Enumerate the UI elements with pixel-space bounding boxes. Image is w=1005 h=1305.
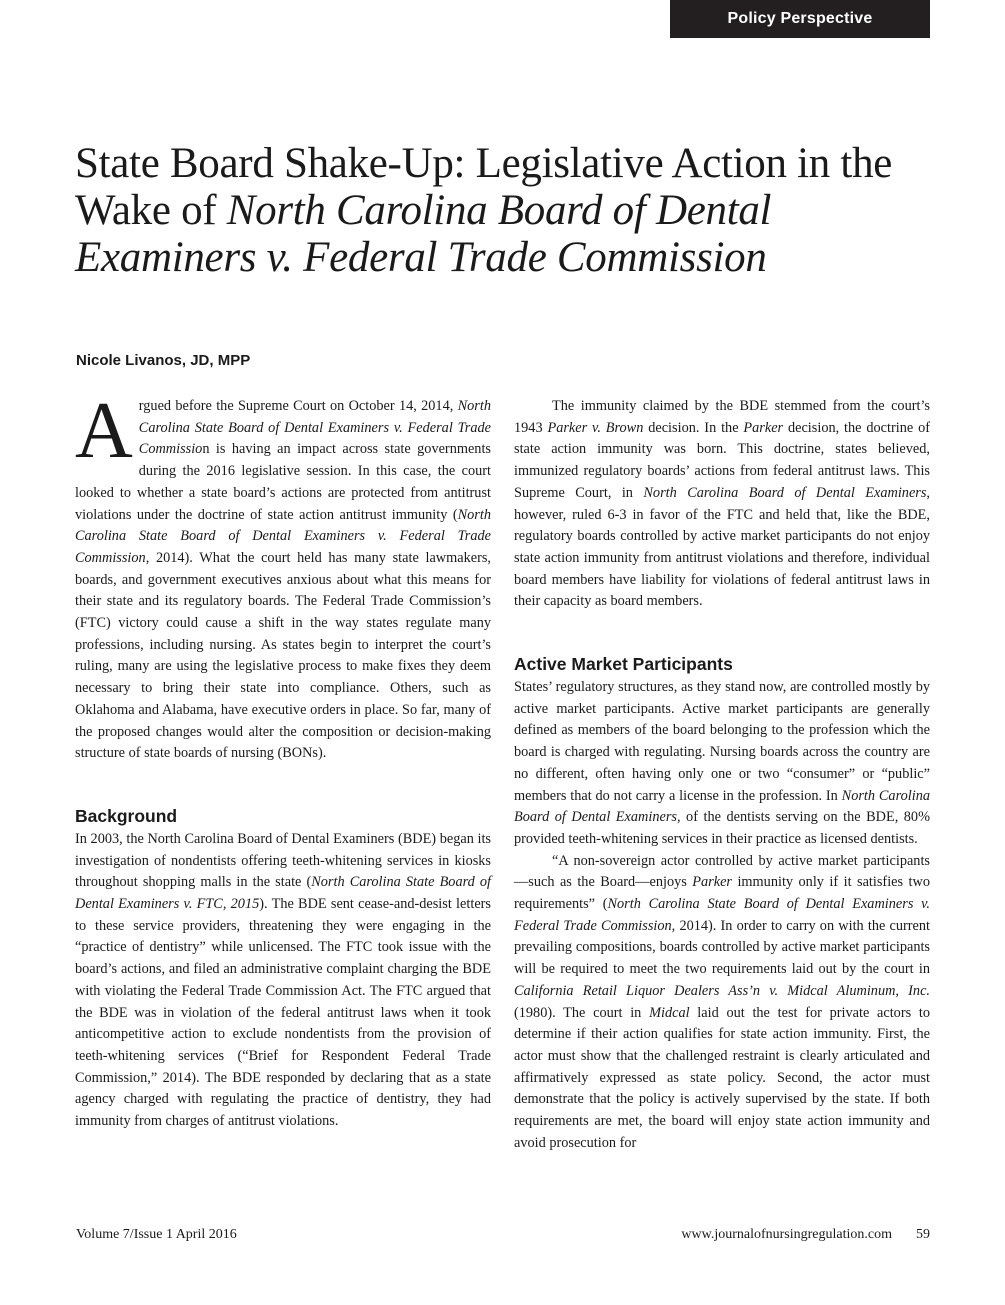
body-text: The immunity claimed by the BDE stemmed from the court’s 1943 (514, 398, 930, 436)
intro-text: n is having an impact across state governments during the 2016 legislative session. In this case, the court looked to whether a state board’s actions are protected from antitrust violations under the doctrine of state action antitrust immunity ( (75, 441, 491, 523)
case-citation: North Carolina State Board of Dental Examiners v. Federal Trade Commissio (138, 398, 491, 458)
section-tag-label: Policy Perspective (727, 10, 873, 27)
case-citation: Parker v. Brown (547, 419, 644, 436)
intro-text: , 2014). What the court held has many state lawmakers, boards, and government executives anxious about what this means for their state and its regulatory boards. The Federal Trade Commission’s (FTC) victory could cause a shift in the way states regulate many professions, including nursing. As states begin to interpret the court’s ruling, many are using the legislative process to make fixes they deem necessary to bring their state into compliance. Others, such as Oklahoma and Alabama, have executive orders in place. So far, many of the proposed changes would alter the composition or decision-making structure of state boards of nursing (BONs). (75, 549, 491, 762)
title-plain: State Board Shake-Up: Legislative Action in the Wake of (75, 140, 893, 234)
case-citation: North Carolina Board of Dental Examiners, (514, 787, 930, 826)
title-italic: North Carolina Board of Dental Examiners v. Federal Trade Commission (75, 187, 772, 281)
drop-cap: A (75, 387, 133, 475)
body-text: “A non-sovereign actor controlled by active market participants—such as the Board—enjoys (514, 852, 930, 891)
body-text: States’ regulatory structures, as they stand now, are controlled mostly by active market participants. Active market participants are generally defined as members of the board belonging to the profession which the board is charged with regulating. Nursing boards across the country are no different, often having only one or two “consumer” or “public” members that do not carry a license in the profession. In (514, 679, 930, 804)
body-text: decision. In the (643, 419, 744, 436)
body-text: of the dentists serving on the BDE, 80% provided teeth-whitening services in their practice as licensed dentists. (514, 809, 930, 847)
author-byline: Nicole Livanos, JD, MPP (76, 352, 251, 369)
heading-active-market-participants: Active Market Participants (514, 654, 733, 675)
case-citation: North Carolina State Board of Dental Examiners v. Federal Trade Commission, (514, 896, 930, 934)
left-column (75, 387, 491, 1133)
article-title (75, 140, 895, 281)
section-tag (670, 0, 930, 38)
footer-website: www.journalofnursingregulation.com (681, 1227, 892, 1242)
body-text: laid out the test for private actors to determine if their action qualifies for state action immunity. First, the actor must show that the challenged restraint is clearly articulated and affirmatively expressed as state policy. Second, the actor must demonstrate that the policy is actively supervised by the state. If both requirements are met, the board will enjoy state action immunity and avoid prosecution for (514, 1004, 931, 1151)
body-text: (1980). The court in (514, 1004, 650, 1021)
body-text: , however, ruled 6-3 in favor of the FTC and held that, like the BDE, regulatory boards controlled by active market participants do not enjoy state action immunity from antitrust violations and therefore, individual board members have liability for violations of federal antitrust laws in their capacity as board members. (514, 484, 930, 610)
case-citation: California Retail Liquor Dealers Ass’n v. Midcal Aluminum, Inc. (514, 982, 930, 999)
case-citation: Midcal (649, 1004, 690, 1021)
case-citation: Parker (743, 419, 784, 436)
heading-background: Background (75, 805, 178, 826)
active-market-paragraph (514, 677, 930, 851)
footer-issue: Volume 7/Issue 1 April 2016 (76, 1227, 237, 1242)
case-citation: North Carolina Board of Dental Examiners (643, 484, 927, 501)
immunity-paragraph (514, 396, 930, 613)
body-text: 2014). In order to carry on with the current prevailing compositions, boards controlled by active market participants will be required to meet the two requirements laid out by the court in (514, 917, 930, 978)
right-column (514, 396, 930, 1155)
body-text: In 2003, the North Carolina Board of Dental Examiners (BDE) began its investigation of nondentists offering teeth-whitening services in kiosks throughout shopping malls in the state ( (75, 830, 491, 891)
body-text: decision, the doctrine of state action immunity was born. This doctrine, states believed, immunized regulatory boards’ actions from federal antitrust laws. This Supreme Court, in (514, 419, 930, 501)
intro-text: rgued before the Supreme Court on October 14, 2014, (138, 398, 458, 414)
non-sovereign-paragraph (514, 851, 930, 1155)
case-citation: Parker (692, 874, 732, 891)
footer-right (681, 1227, 930, 1243)
case-citation: North Carolina State Board of Dental Examiners v. Federal Trade Commission (75, 506, 491, 566)
background-paragraph (75, 829, 491, 1133)
body-text: immunity only if it satisfies two requirements” ( (514, 874, 930, 913)
case-citation: North Carolina State Board of Dental Examiners v. FTC, 2015 (75, 874, 491, 913)
intro-paragraph (75, 387, 491, 765)
body-text: ). The BDE sent cease-and-desist letters to these service providers, threatening they were engaging in the “practice of dentistry” while unlicensed. The FTC took issue with the board’s actions, and filed an administrative complaint charging the BDE with violating the Federal Trade Commission Act. The FTC argued that the BDE was in violation of the federal antitrust laws when it took anticompetitive action to exclude nondentists from the provision of teeth-whitening services (“Brief for Respondent Federal Trade Commission,” 2014). The BDE responded by declaring that as a state agency charged with regulating the practice of dentistry, they had immunity from charges of antitrust violations. (75, 896, 491, 1130)
page-number: 59 (916, 1227, 930, 1242)
